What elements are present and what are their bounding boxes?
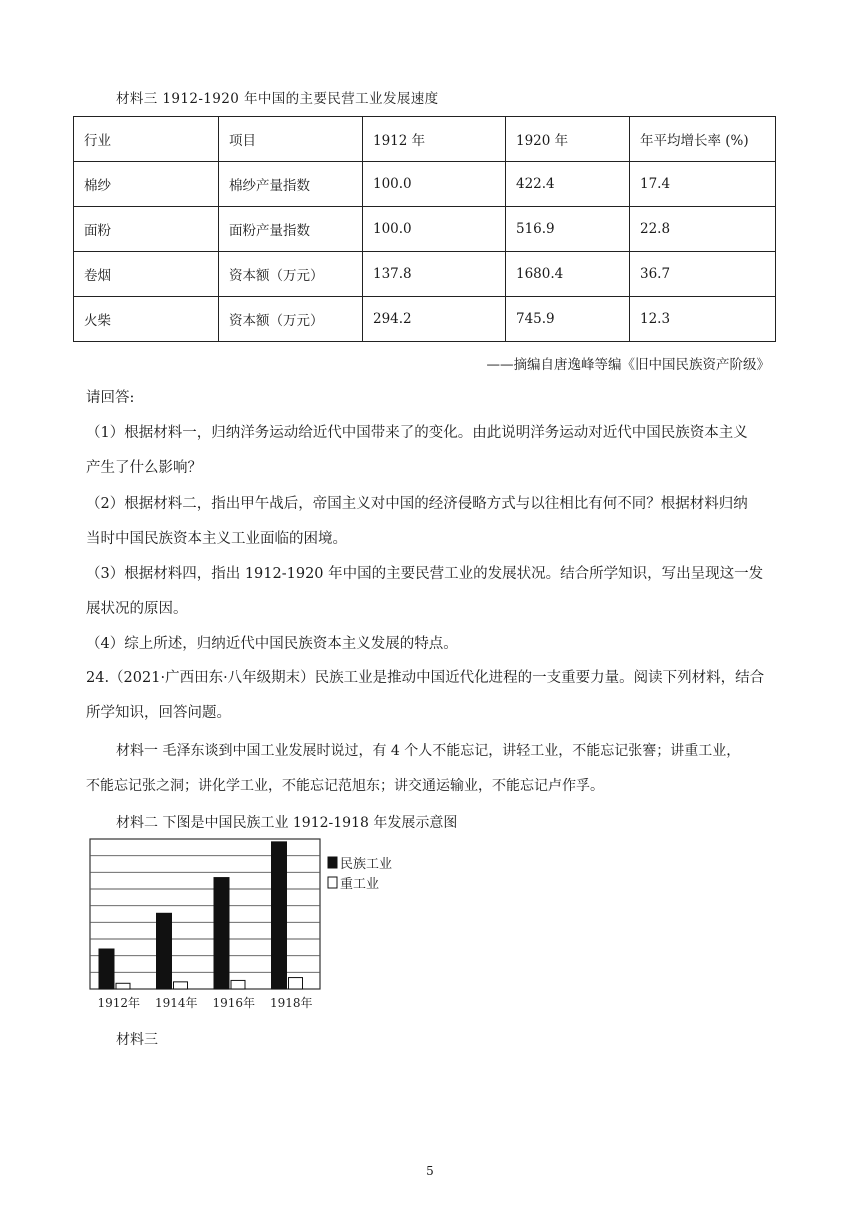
bar-minzu-gongye — [99, 949, 114, 989]
material-2-caption: 材料二 下图是中国民族工业 1912-1918 年发展示意图 — [116, 815, 458, 831]
question-2-line-2: 当时中国民族资本主义工业面临的困境。 — [86, 531, 347, 547]
table-header-cell: 年平均增长率 (%) — [630, 117, 776, 162]
bar-zhong-gongye — [174, 982, 188, 989]
table-cell: 745.9 — [506, 297, 630, 342]
legend-label: 重工业 — [340, 877, 380, 892]
question-3-line-1: （3）根据材料四，指出 1912-1920 年中国的主要民营工业的发展状况。结合所学知识，写出呈现这一发 — [86, 566, 764, 582]
table-cell: 面粉 — [74, 207, 219, 252]
table-cell: 1680.4 — [506, 252, 630, 297]
legend-swatch — [328, 857, 337, 868]
question-2-line-1: （2）根据材料二，指出甲午战后，帝国主义对中国的经济侵略方式与以往相比有何不同？根据材料归纳 — [86, 496, 748, 512]
x-tick-label: 1916年 — [212, 996, 256, 1010]
page-number: 5 — [426, 1164, 434, 1178]
table-cell: 516.9 — [506, 207, 630, 252]
table-cell: 100.0 — [363, 207, 506, 252]
table-cell: 294.2 — [363, 297, 506, 342]
legend-swatch — [328, 877, 337, 888]
table-header-cell: 行业 — [74, 117, 219, 162]
industry-bar-chart — [80, 833, 420, 1015]
material-1-line-1: 材料一 毛泽东谈到中国工业发展时说过，有 4 个人不能忘记，讲轻工业，不能忘记张謇；讲重工业， — [116, 743, 741, 759]
table-source: ——摘编自唐逸峰等编《旧中国民族资产阶级》 — [486, 357, 770, 373]
table-row — [74, 162, 776, 207]
table-cell: 22.8 — [630, 207, 776, 252]
bar-minzu-gongye — [272, 842, 287, 989]
table-cell: 12.3 — [630, 297, 776, 342]
bar-zhong-gongye — [231, 980, 245, 989]
table-header-cell: 项目 — [219, 117, 363, 162]
table-cell: 137.8 — [363, 252, 506, 297]
question-4: （4）综上所述，归纳近代中国民族资本主义发展的特点。 — [86, 636, 458, 652]
bar-zhong-gongye — [289, 978, 303, 989]
question-3-line-2: 展状况的原因。 — [86, 601, 188, 617]
x-tick-label: 1918年 — [269, 996, 313, 1010]
table-row — [74, 207, 776, 252]
table-header-cell: 1912 年 — [363, 117, 506, 162]
ask-label: 请回答: — [86, 390, 135, 406]
material-1-line-2: 不能忘记张之洞；讲化学工业，不能忘记范旭东；讲交通运输业，不能忘记卢作孚。 — [86, 778, 604, 794]
table-header-row — [74, 117, 776, 162]
table-cell: 棉纱 — [74, 162, 219, 207]
x-tick-label: 1914年 — [154, 996, 198, 1010]
question-24-line-2: 所学知识，回答问题。 — [86, 705, 231, 721]
bar-zhong-gongye — [116, 983, 130, 989]
bar-minzu-gongye — [157, 913, 172, 989]
question-24-line-1: 24.（2021·广西田东·八年级期末）民族工业是推动中国近代化进程的一支重要力量。阅读下列材料，结合 — [86, 670, 765, 686]
legend-label: 民族工业 — [340, 857, 393, 872]
x-tick-label: 1912年 — [97, 996, 141, 1010]
table-cell: 资本额（万元） — [219, 252, 363, 297]
table-row — [74, 297, 776, 342]
table-cell: 36.7 — [630, 252, 776, 297]
industry-table — [73, 116, 776, 342]
table-cell: 资本额（万元） — [219, 297, 363, 342]
question-1-line-2: 产生了什么影响？ — [86, 460, 202, 476]
table-cell: 卷烟 — [74, 252, 219, 297]
question-1-line-1: （1）根据材料一，归纳洋务运动给近代中国带来了的变化。由此说明洋务运动对近代中国民族资本主义 — [86, 425, 748, 441]
table-row — [74, 252, 776, 297]
material-3-label: 材料三 — [116, 1032, 158, 1048]
bar-minzu-gongye — [214, 878, 229, 989]
table-cell: 422.4 — [506, 162, 630, 207]
table-cell: 100.0 — [363, 162, 506, 207]
table-cell: 17.4 — [630, 162, 776, 207]
table-cell: 火柴 — [74, 297, 219, 342]
material3-title: 材料三 1912-1920 年中国的主要民营工业发展速度 — [116, 91, 439, 107]
table-cell: 棉纱产量指数 — [219, 162, 363, 207]
table-cell: 面粉产量指数 — [219, 207, 363, 252]
table-header-cell: 1920 年 — [506, 117, 630, 162]
